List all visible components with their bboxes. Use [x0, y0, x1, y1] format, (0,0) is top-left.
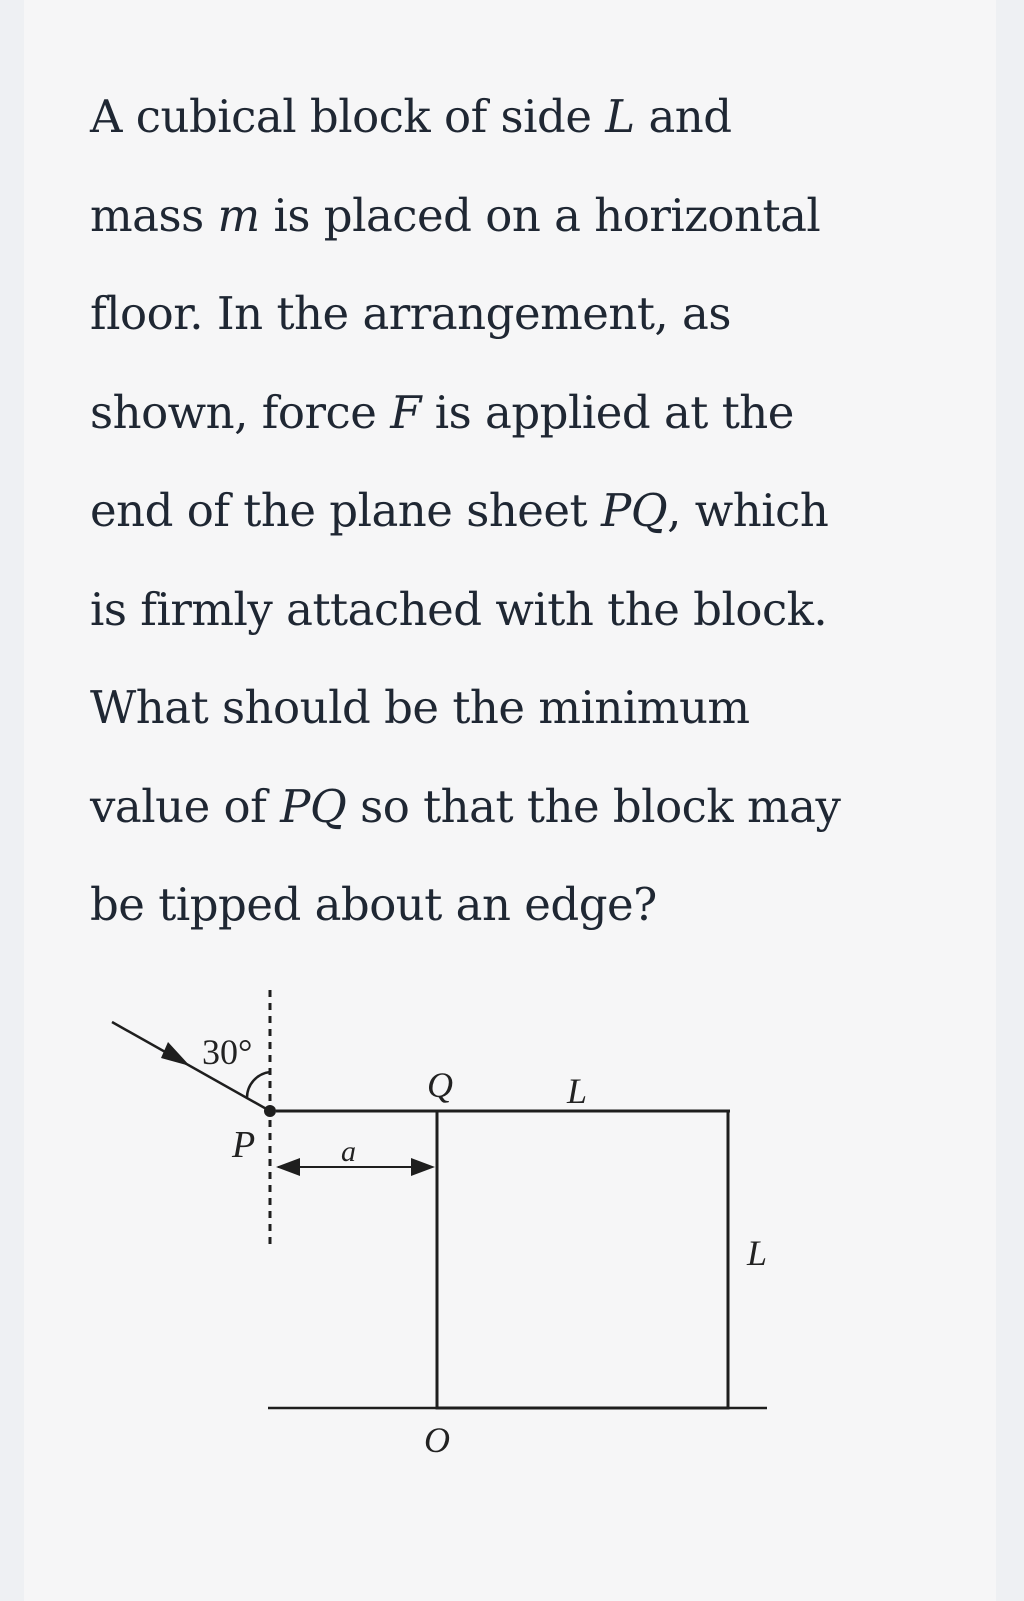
point-p-label: P [232, 1124, 256, 1166]
point-o-label: O [424, 1420, 450, 1460]
force-arrowhead-icon [161, 1042, 190, 1066]
angle-arc [247, 1072, 270, 1098]
text-segment: What should be the minimum [90, 681, 750, 734]
math-variable-F: F [390, 385, 421, 439]
side-right-label: L [747, 1233, 768, 1273]
point-p-marker [264, 1105, 276, 1117]
dimension-right-arrow-icon [411, 1158, 435, 1176]
math-variable-PQ: PQ [280, 779, 347, 833]
text-segment: floor. In the arrangement, as [90, 287, 731, 340]
text-segment: value of [90, 779, 281, 833]
text-segment: is firmly attached with the block. [90, 582, 828, 636]
dimension-left-arrow-icon [276, 1158, 300, 1176]
text-segment: is placed on a horizontal [259, 188, 821, 242]
cubical-block [437, 1111, 728, 1408]
math-variable-m: m [217, 188, 260, 242]
text-segment: shown, force [90, 385, 391, 439]
math-variable-L: L [605, 90, 635, 143]
side-top-label: L [567, 1071, 588, 1111]
text-segment: so that the block may [346, 779, 841, 833]
text-segment: A cubical block of side [90, 90, 606, 143]
math-variable-PQ: PQ [600, 484, 668, 537]
angle-label: 30° [202, 1032, 253, 1072]
text-segment: is applied at the [420, 385, 794, 439]
distance-a-label: a [341, 1135, 356, 1168]
text-segment: end of the plane sheet [90, 484, 601, 537]
point-q-label: Q [427, 1065, 453, 1105]
text-segment: be tipped about an edge? [90, 878, 657, 931]
text-segment: mass [90, 188, 218, 242]
text-segment: and [634, 90, 732, 143]
text-segment: , which [667, 484, 829, 537]
